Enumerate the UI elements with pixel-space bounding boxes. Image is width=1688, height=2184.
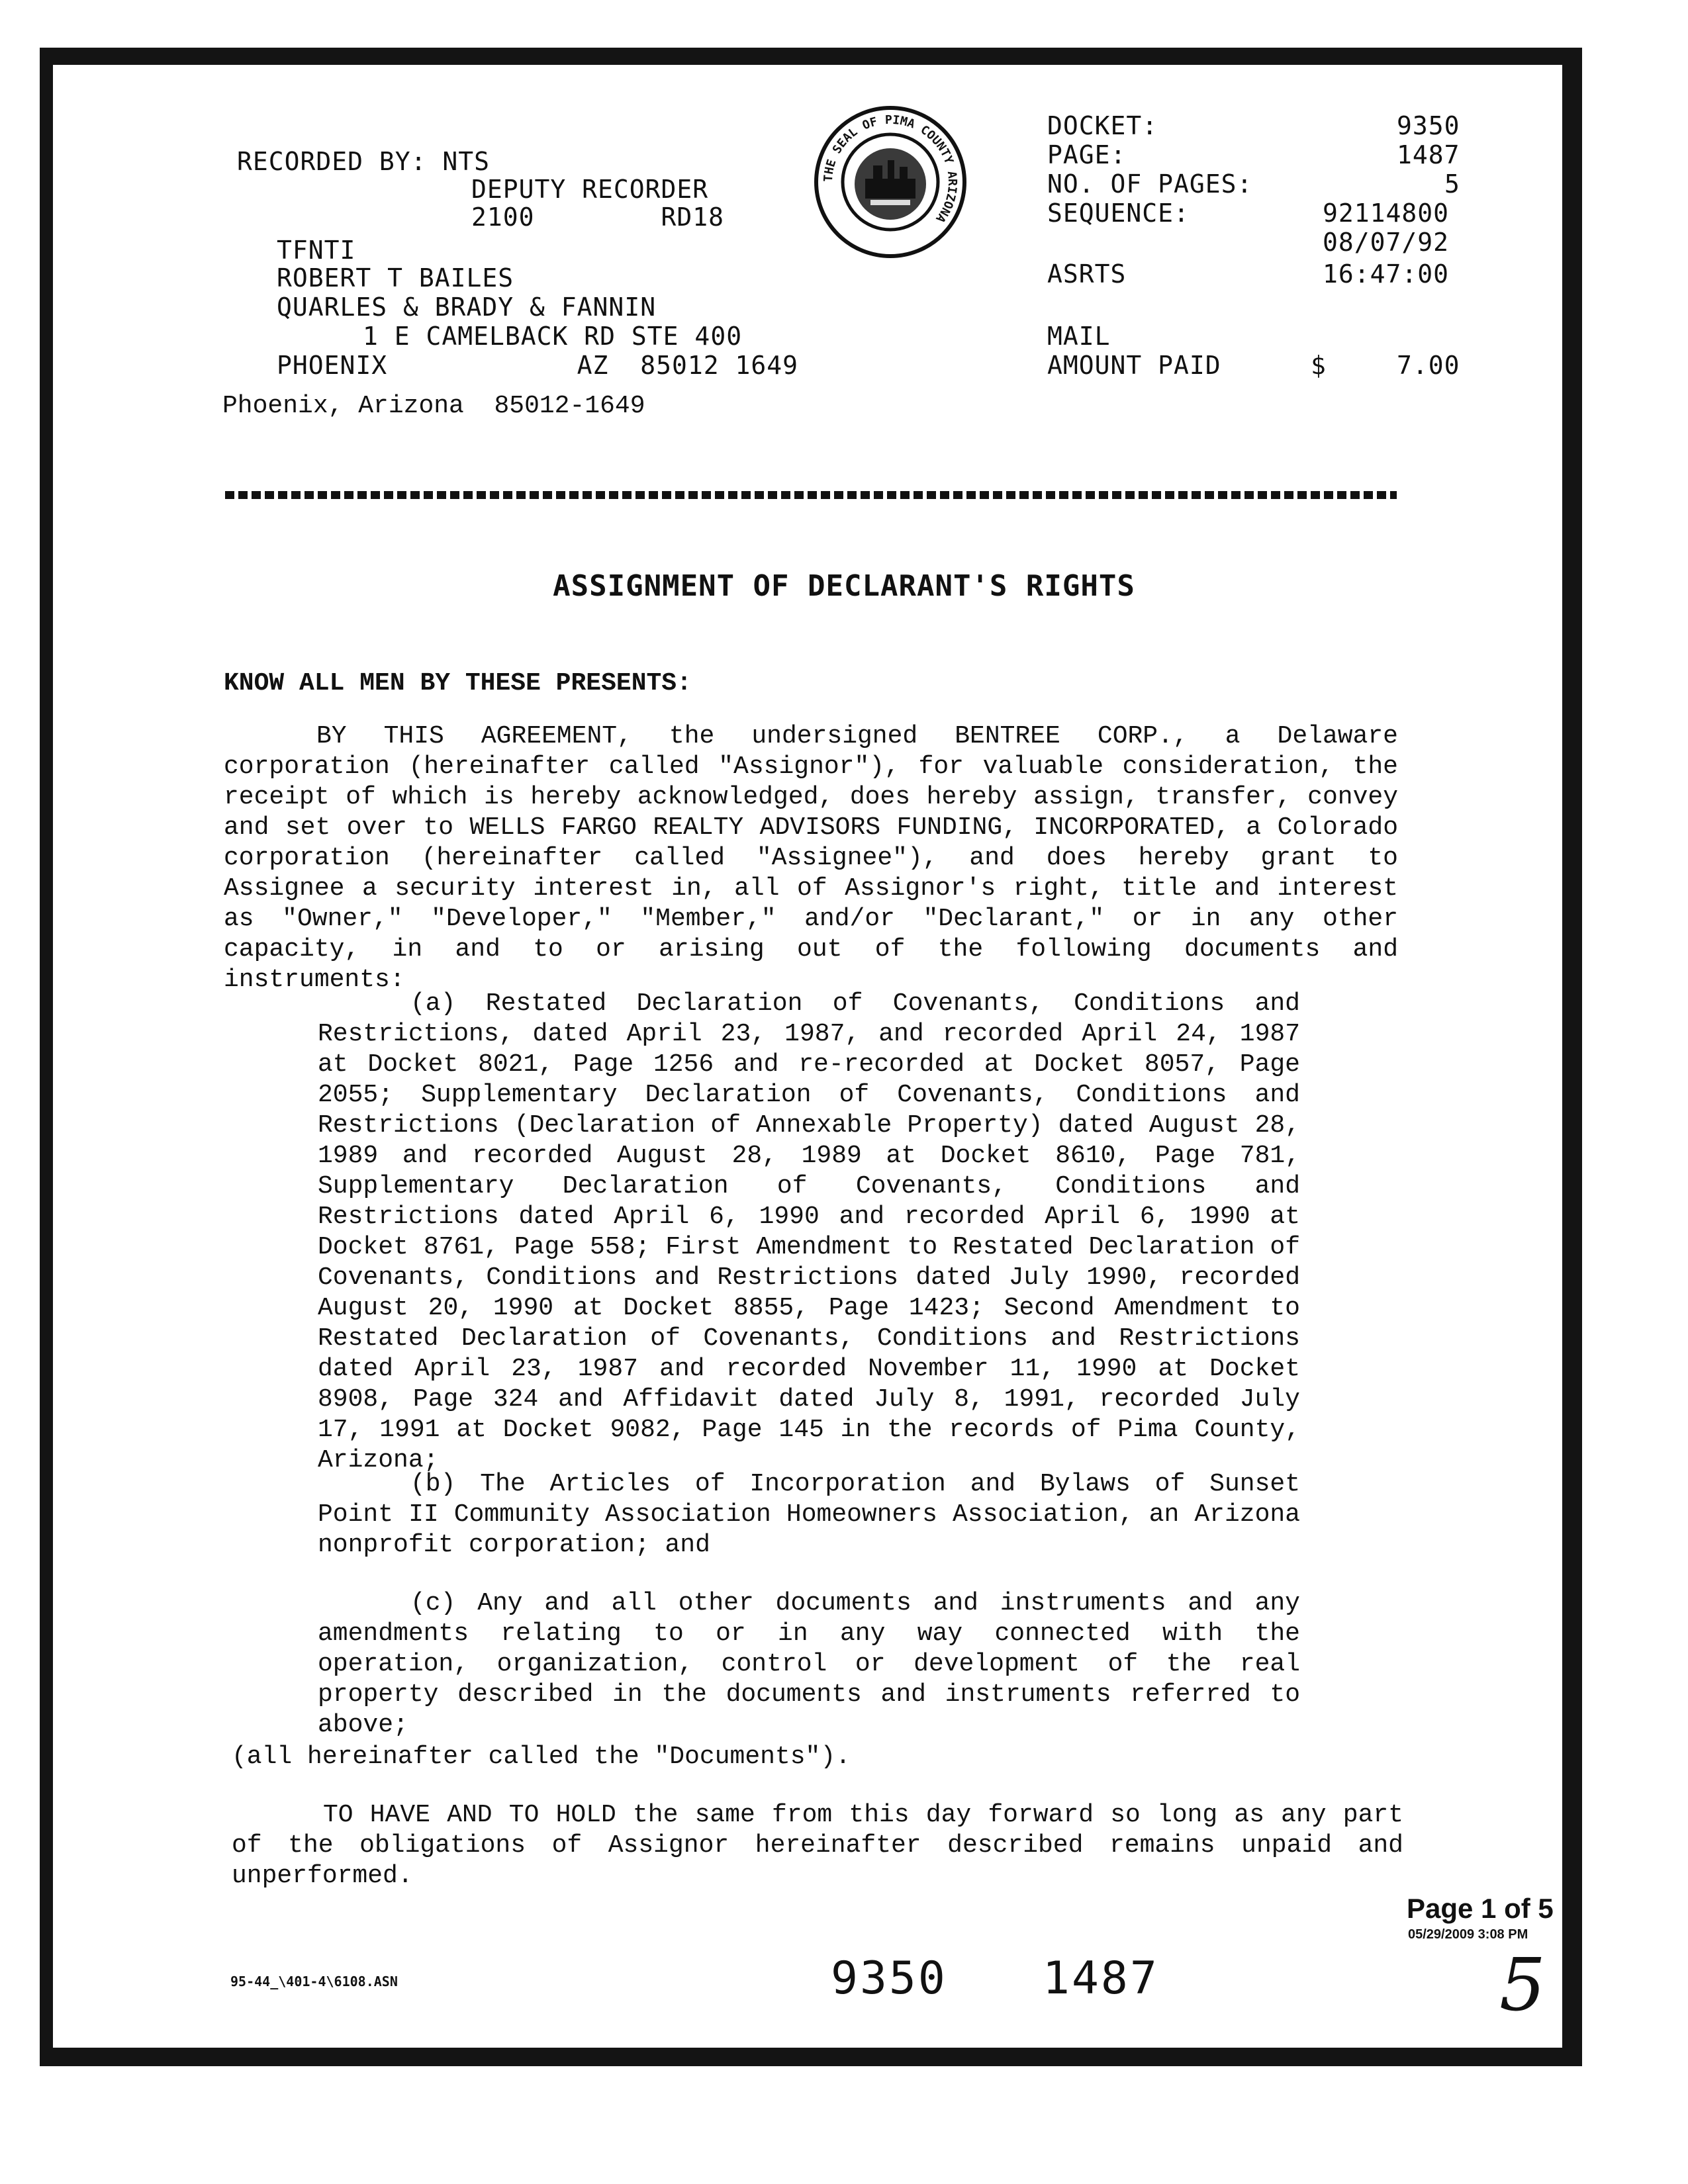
- amount-label: AMOUNT PAID: [1047, 351, 1221, 380]
- habendum-paragraph: TO HAVE AND TO HOLD the same from this day forward so long as any part of the obligations of Assignor hereinafter described remains unpaid and unperformed.: [232, 1801, 1403, 1890]
- deputy-recorder: DEPUTY RECORDER: [471, 175, 709, 204]
- street-address: 1 E CAMELBACK RD STE 400: [363, 322, 743, 351]
- page-value: 1487: [1397, 140, 1460, 169]
- recording-date: 08/07/92: [1323, 228, 1450, 257]
- recorder-code-line: 2100 RD18: [471, 203, 725, 232]
- printed-timestamp: 05/29/2009 3:08 PM: [1408, 1927, 1528, 1942]
- intro-line: KNOW ALL MEN BY THESE PRESENTS:: [224, 669, 692, 698]
- phoenix-address: Phoenix, Arizona 85012-1649: [222, 392, 645, 420]
- file-reference: 95-44_\401-4\6108.ASN: [230, 1974, 398, 1989]
- city-state-zip: PHOENIX AZ 85012 1649: [277, 351, 798, 380]
- sequence-label: SEQUENCE:: [1047, 199, 1190, 228]
- page-label: PAGE:: [1047, 140, 1127, 169]
- item-a-paragraph: (a) Restated Declaration of Covenants, Conditions and Restrictions, dated April 23, 1987, and recorded April 24, 1987 at Docket 8021, Page 1256 and re-recorded at Docket 8057, Page 2055; Supplementary Declaration of Covenants, Conditions and Restrictions (Declaration of Annexable Property) dated August 28, 1989 and recorded August 28, 1989 at Docket 8610, Page 781, Supplementary Declaration of Covenants, Conditions and Restrictions dated April 6, 1990 and recorded April 6, 1990 at Docket 8761, Page 558; First Amendment to Restated Declaration of Covenants, Conditions and Restrictions dated July 1990, recorded August 20, 1990 at Docket 8855, Page 1423; Second Amendment to Restated Declaration of Covenants, Conditions and Restrictions dated April 23, 1987 and recorded November 11, 1990 at Docket 8908, Page 324 and Affidavit dated July 8, 1991, recorded July 17, 1991 at Docket 9082, Page 145 in the records of Pima County, Arizona;: [318, 989, 1300, 1475]
- item-b-paragraph: (b) The Articles of Incorporation and Bylaws of Sunset Point II Community Association Homeowners Association, an Arizona nonprofit corporation; and: [318, 1470, 1300, 1559]
- tenti-line: TFNTI: [277, 236, 356, 265]
- currency-symbol: $: [1311, 351, 1327, 380]
- asrts-label: ASRTS: [1047, 259, 1127, 289]
- mail-label: MAIL: [1047, 322, 1111, 351]
- docket-label: DOCKET:: [1047, 111, 1158, 140]
- sequence-value: 92114800: [1323, 199, 1450, 228]
- pages-value: 5: [1444, 169, 1460, 199]
- agreement-paragraph: BY THIS AGREEMENT, the undersigned BENTREE CORP., a Delaware corporation (hereinafter called "Assignor"), for valuable consideration, the receipt of which is hereby acknowledged, does hereby assign, transfer, convey and set over to WELLS FARGO REALTY ADVISORS FUNDING, INCORPORATED, a Colorado corporation (hereinafter called "Assignee"), and does hereby grant to Assignee a security interest in, all of Assignor's right, title and interest as "Owner," "Developer," "Member," and/or "Declarant," or in any other capacity, in and to or arising out of the following documents and instruments:: [224, 722, 1398, 994]
- page-indicator: Page 1 of 5: [1407, 1893, 1554, 1924]
- documents-definition: (all hereinafter called the "Documents").: [232, 1743, 851, 1771]
- amount-value: 7.00: [1397, 351, 1460, 380]
- docket-value: 9350: [1397, 111, 1460, 140]
- addressee-name: ROBERT T BAILES: [277, 263, 514, 293]
- seal-ring-text: THE SEAL OF PIMA COUNTY ARIZONA: [821, 113, 960, 226]
- handwritten-mark: 5: [1499, 1942, 1546, 2027]
- law-firm: QUARLES & BRADY & FANNIN: [277, 293, 657, 322]
- footer-docket-stamp: 9350: [831, 1952, 947, 2005]
- county-seal: [804, 106, 976, 258]
- recording-time: 16:47:00: [1323, 259, 1450, 289]
- recorded-by-line: RECORDED BY: NTS: [237, 147, 491, 176]
- separator-rule: [225, 491, 1397, 499]
- item-c-paragraph: (c) Any and all other documents and instruments and any amendments relating to or in any way connected with the operation, organization, control or development of the real property described in the documents and instruments referred to above;: [318, 1589, 1300, 1739]
- pages-label: NO. OF PAGES:: [1047, 169, 1253, 199]
- footer-page-stamp: 1487: [1043, 1952, 1159, 2005]
- document-title: ASSIGNMENT OF DECLARANT'S RIGHTS: [553, 569, 1135, 603]
